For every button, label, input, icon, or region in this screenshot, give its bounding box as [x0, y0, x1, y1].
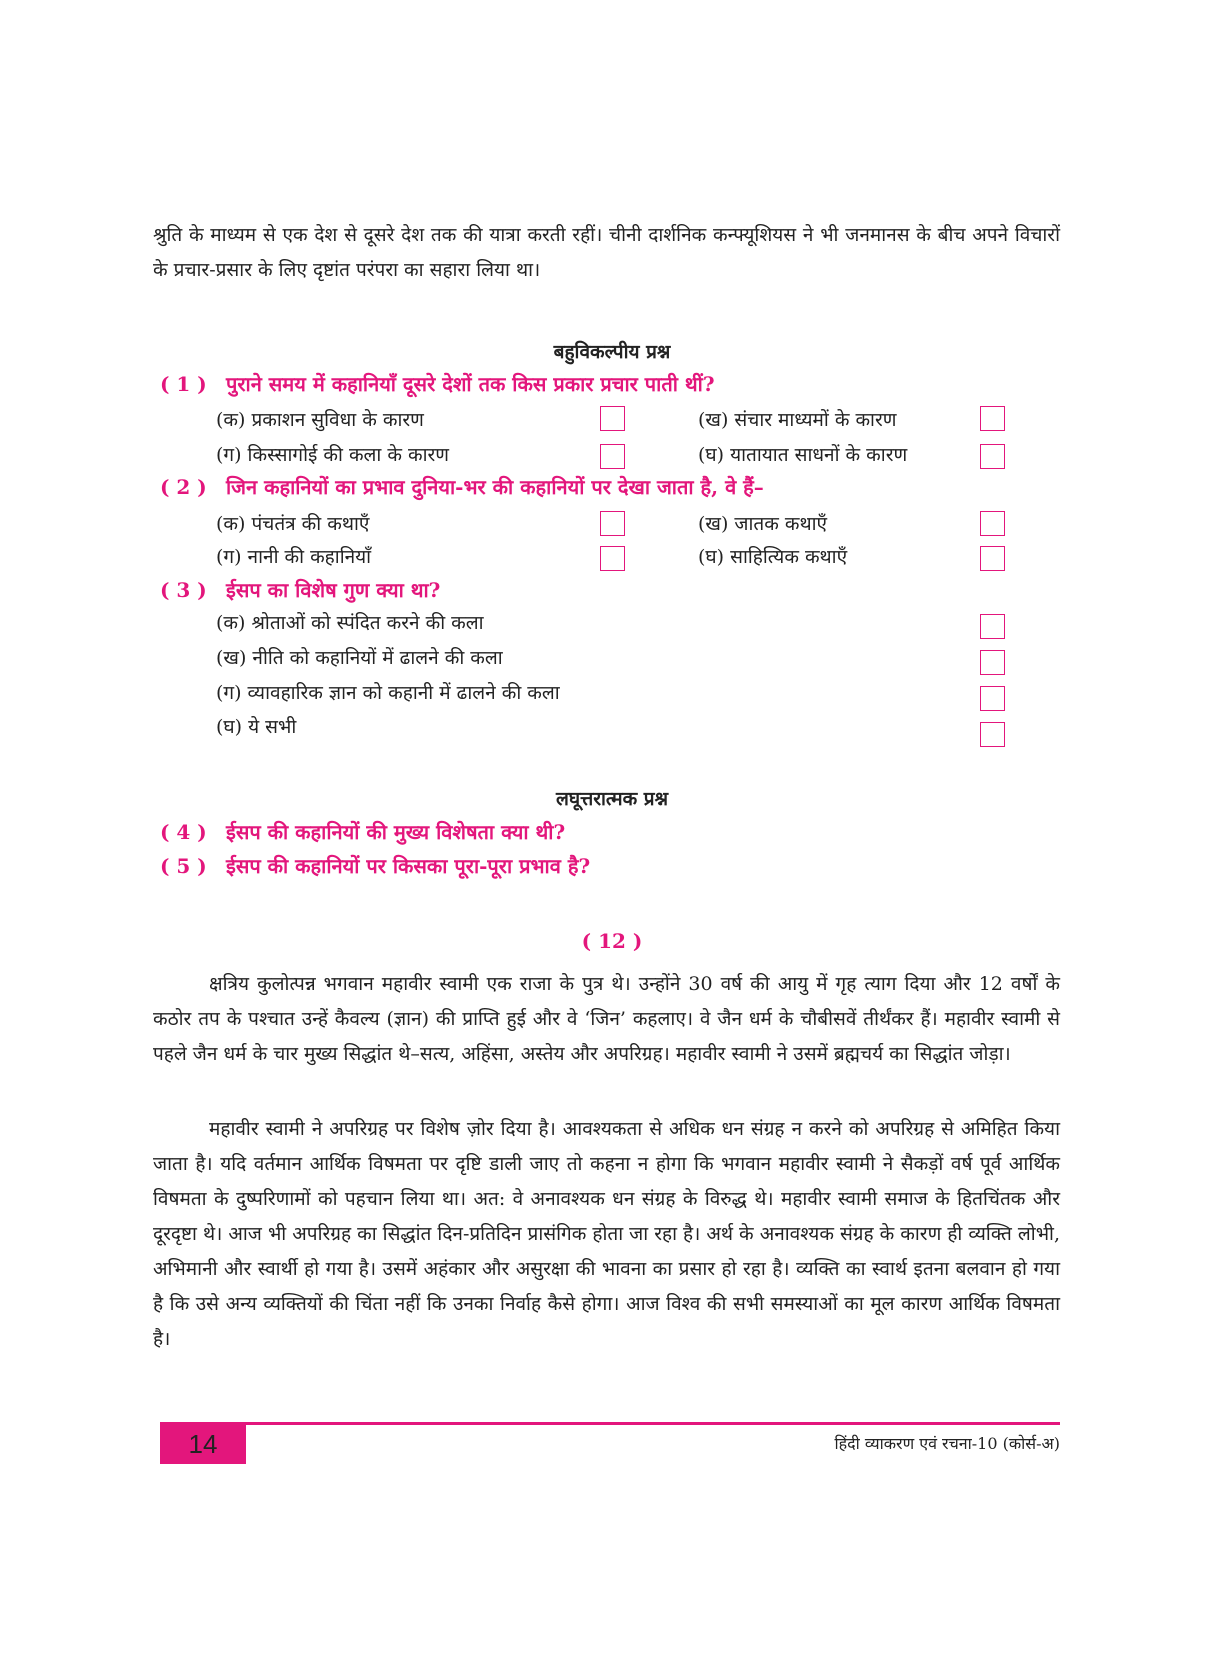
mcq-heading: बहुविकल्पीय प्रश्न — [553, 341, 671, 363]
checkbox[interactable] — [980, 614, 1005, 639]
checkbox[interactable] — [600, 511, 625, 536]
checkbox[interactable] — [980, 511, 1005, 536]
checkbox[interactable] — [980, 686, 1005, 711]
question-text: ईसप का विशेष गुण क्या था? — [226, 578, 441, 602]
passage-paragraph-2: महावीर स्वामी ने अपरिग्रह पर विशेष ज़ोर दिया है। आवश्यकता से अधिक धन संग्रह न करने को अपरिग्रह से अमिहित किया जाता है। यदि वर्तमान आर्थिक विषमता पर दृष्टि डाली जाए तो कहना न होगा कि भगवान महावीर स्वामी ने सैकड़ों वर्ष पूर्व आर्थिक विषमता के दुष्परिणामों को पहचान लिया था। अत: वे अनावश्यक धन संग्रह के विरुद्ध थे। महावीर स्वामी समाज के हितचिंतक और दूरदृष्टा थे। आज भी अपरिग्रह का सिद्धांत दिन-प्रतिदिन प्रासंगिक होता जा रहा है। अर्थ के अनावश्यक संग्रह के कारण ही व्यक्ति लोभी, अभिमानी और स्वार्थी हो गया है। उसमें अहंकार और असुरक्षा की भावना का प्रसार हो रहा है। व्यक्ति का स्वार्थ इतना बलवान हो गया है कि उसे अन्य व्यक्तियों की चिंता नहीं कि उनका निर्वाह कैसे होगा। आज विश्व की सभी समस्याओं का मूल कारण आर्थिक विषमता है। — [153, 1118, 1061, 1350]
option-label: (घ) यातायात साधनों के कारण — [698, 444, 908, 466]
option-label: (क) श्रोताओं को स्पंदित करने की कला — [216, 612, 484, 634]
question-text: पुराने समय में कहानियाँ दूसरे देशों तक किस प्रकार प्रचार पाती थीं? — [226, 372, 715, 396]
checkbox[interactable] — [980, 722, 1005, 747]
option-label: (ख) संचार माध्यमों के कारण — [698, 409, 897, 431]
checkbox[interactable] — [980, 406, 1005, 431]
option-label: (घ) साहित्यिक कथाएँ — [698, 546, 848, 568]
question-3 — [160, 576, 440, 603]
question-number: ( 2 ) — [160, 475, 207, 499]
section-number: ( 12 ) — [581, 929, 643, 953]
option-label: (घ) ये सभी — [216, 716, 297, 738]
passage-paragraph-1: क्षत्रिय कुलोत्पन्न भगवान महावीर स्वामी एक राजा के पुत्र थे। उन्होंने 30 वर्ष की आयु में गृह त्याग दिया और 12 वर्षों के कठोर तप के पश्चात उन्हें कैवल्य (ज्ञान) की प्राप्ति हुई और वे ‘जिन’ कहलाए। वे जैन धर्म के चौबीसवें तीर्थंकर हैं। महावीर स्वामी से पहले जैन धर्म के चार मुख्य सिद्धांत थे–सत्य, अहिंसा, अस्तेय और अपरिग्रह। महावीर स्वामी ने उसमें ब्रह्मचर्य का सिद्धांत जोड़ा। — [153, 973, 1060, 1065]
question-1 — [160, 370, 715, 397]
checkbox[interactable] — [600, 546, 625, 571]
option-label: (ग) नानी की कहानियाँ — [216, 546, 372, 568]
intro-paragraph: श्रुति के माध्यम से एक देश से दूसरे देश तक की यात्रा करती रहीं। चीनी दार्शनिक कन्फ्यूशियस ने भी जनमानस के बीच अपने विचारों के प्रचार-प्रसार के लिए दृष्टांत परंपरा का सहारा लिया था। — [153, 224, 1060, 281]
option-label: (ग) किस्सागोई की कला के कारण — [216, 444, 450, 466]
option-label: (ख) जातक कथाएँ — [698, 513, 828, 535]
question-2 — [160, 473, 764, 500]
question-4 — [160, 818, 565, 845]
checkbox[interactable] — [600, 444, 625, 469]
checkbox[interactable] — [980, 546, 1005, 571]
footer-divider — [160, 1422, 1060, 1425]
question-5 — [160, 852, 590, 879]
option-label: (ख) नीति को कहानियों में ढालने की कला — [216, 647, 503, 669]
question-text: जिन कहानियों का प्रभाव दुनिया-भर की कहानियों पर देखा जाता है, वे हैं– — [226, 475, 764, 499]
question-number: ( 3 ) — [160, 578, 207, 602]
question-text: ईसप की कहानियों पर किसका पूरा-पूरा प्रभाव है? — [226, 854, 591, 878]
question-number: ( 1 ) — [160, 372, 207, 396]
question-number: ( 4 ) — [160, 820, 207, 844]
checkbox[interactable] — [980, 650, 1005, 675]
checkbox[interactable] — [600, 406, 625, 431]
question-text: ईसप की कहानियों की मुख्य विशेषता क्या थी? — [226, 820, 566, 844]
book-title: हिंदी व्याकरण एवं रचना-10 (कोर्स-अ) — [834, 1434, 1060, 1453]
question-number: ( 5 ) — [160, 854, 207, 878]
page-number: 14 — [160, 1422, 246, 1464]
option-label: (ग) व्यावहारिक ज्ञान को कहानी में ढालने की कला — [216, 682, 560, 704]
option-label: (क) प्रकाशन सुविधा के कारण — [216, 409, 424, 431]
option-label: (क) पंचतंत्र की कथाएँ — [216, 513, 370, 535]
checkbox[interactable] — [980, 444, 1005, 469]
short-answer-heading: लघूत्तरात्मक प्रश्न — [555, 788, 669, 810]
